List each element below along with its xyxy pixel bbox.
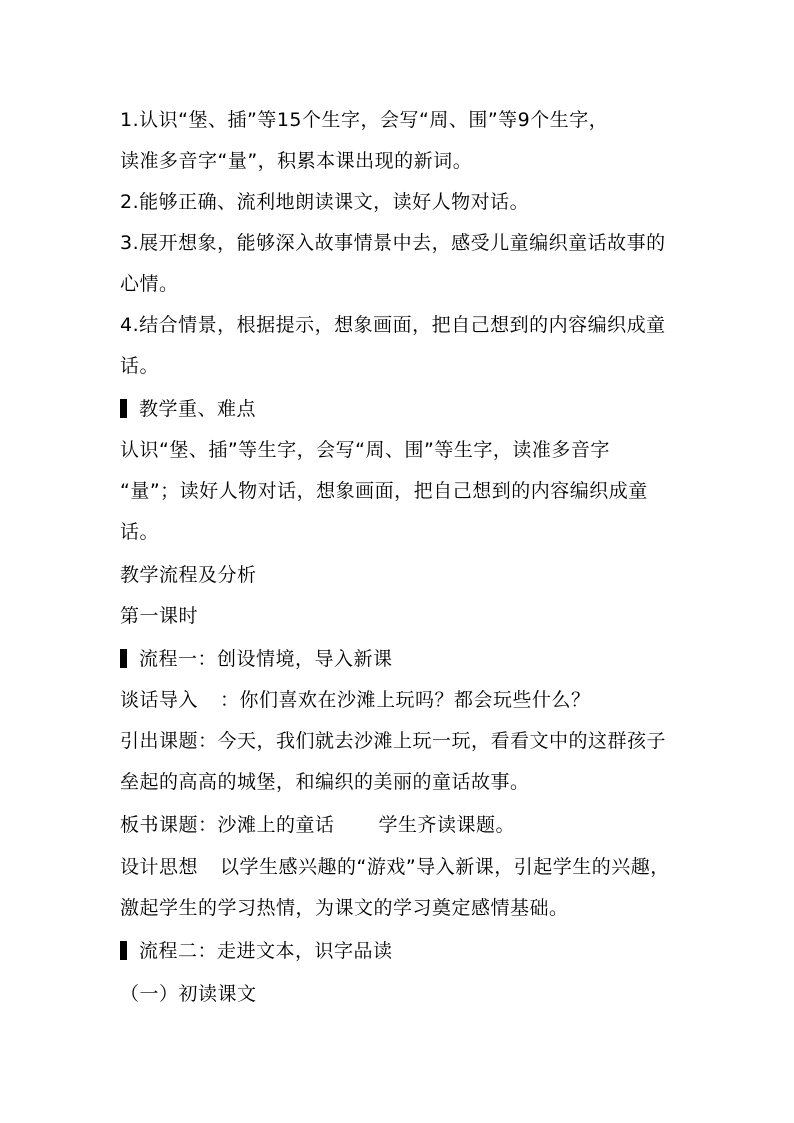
talk-intro-label: 谈话导入 xyxy=(120,689,199,711)
design-line-2: 激起学生的学习热情，为课文的学习奠定感情基础。 xyxy=(120,897,569,919)
objective-2: 2.能够正确、流利地朗读课文，读好人物对话。 xyxy=(120,191,530,213)
talk-intro-line xyxy=(120,688,591,712)
key-points-heading-text: 教学重、难点 xyxy=(139,398,257,420)
section-marker-icon xyxy=(120,941,127,960)
objective-3-line-2: 心情。 xyxy=(120,273,179,295)
objective-1-line-1: 1.认识“堡、插”等15个生字，会写“周、围”等9个生字， xyxy=(120,109,609,131)
objective-4-line-1: 4.结合情景，根据提示，想象画面，把自己想到的内容编织成童 xyxy=(120,314,666,336)
design-label: 设计思想 xyxy=(120,856,199,878)
intro-line-1: 引出课题：今天，我们就去沙滩上玩一玩，看看文中的这群孩子 xyxy=(120,730,667,752)
objective-4-line-2: 话。 xyxy=(120,355,160,377)
lesson-label: 第一课时 xyxy=(120,605,199,627)
subsection-1: （一）初读课文 xyxy=(120,983,257,1005)
section-marker-icon xyxy=(120,399,127,418)
step-2-heading xyxy=(120,939,393,963)
key-points-line-2: “量”；读好人物对话，想象画面，把自己想到的内容编织成童 xyxy=(120,480,648,502)
key-points-line-3: 话。 xyxy=(120,521,160,543)
design-text-1: 以学生感兴趣的“游戏”导入新课，引起学生的兴趣， xyxy=(220,856,670,878)
objective-3-line-1: 3.展开想象，能够深入故事情景中去，感受儿童编织童话故事的 xyxy=(120,232,666,254)
step-1-heading xyxy=(120,647,393,671)
step-1-heading-text: 流程一：创设情境，导入新课 xyxy=(139,648,393,670)
step-2-heading-text: 流程二：走进文本，识字品读 xyxy=(139,940,393,962)
design-line-1 xyxy=(120,855,670,879)
flow-title: 教学流程及分析 xyxy=(120,564,257,586)
section-marker-icon xyxy=(120,649,127,668)
objective-1-line-2: 读准多音字“量”，积累本课出现的新词。 xyxy=(120,150,473,172)
key-points-heading xyxy=(120,397,256,421)
board-title-line xyxy=(120,813,515,837)
talk-intro-text: ：你们喜欢在沙滩上玩吗？都会玩些什么？ xyxy=(220,689,591,711)
board-title-label: 板书课题：沙滩上的童话 xyxy=(120,814,335,836)
board-title-text: 学生齐读课题。 xyxy=(378,814,516,836)
intro-line-2: 垒起的高高的城堡，和编织的美丽的童话故事。 xyxy=(120,771,530,793)
key-points-line-1: 认识“堡、插”等生字，会写“周、围”等生字，读准多音字 xyxy=(120,439,610,461)
